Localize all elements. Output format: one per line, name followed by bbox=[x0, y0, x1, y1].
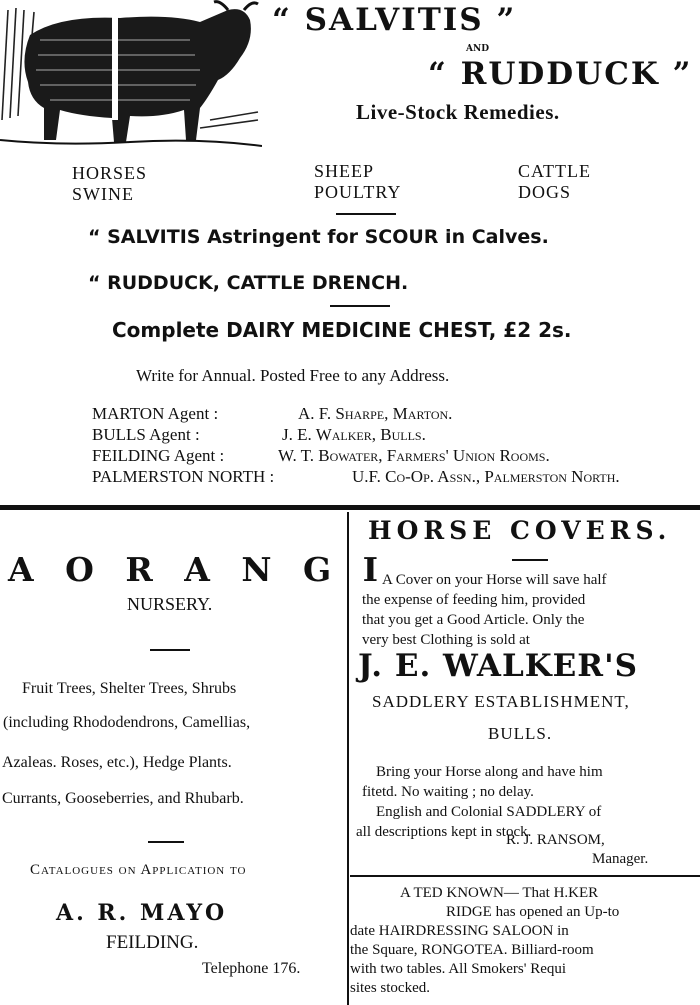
animal-swine: SWINE bbox=[72, 184, 134, 204]
animal-cattle: CATTLE bbox=[518, 161, 591, 181]
body-line: fitetd. No waiting ; no delay. bbox=[362, 784, 534, 800]
divider bbox=[336, 213, 396, 215]
section-divider bbox=[0, 505, 700, 510]
and-connector: AND bbox=[466, 44, 490, 54]
divider bbox=[512, 559, 548, 561]
body-line: very best Clothing is sold at bbox=[362, 632, 530, 648]
agent-name: A. F. Sharpe, Marton. bbox=[298, 404, 453, 423]
agent-name: U.F. Co-Op. Assn., Palmerston North. bbox=[352, 467, 620, 486]
product-salvitis: “ SALVITIS Astringent for SCOUR in Calves. bbox=[88, 226, 549, 248]
divider bbox=[150, 649, 190, 651]
agent-label: FEILDING Agent : bbox=[92, 446, 225, 465]
body-line: RIDGE has opened an Up-to bbox=[446, 904, 620, 920]
body-line: date HAIRDRESSING SALOON in bbox=[350, 923, 569, 939]
nursery-line: Currants, Gooseberries, and Rhubarb. bbox=[2, 790, 244, 807]
product-rudduck: “ RUDDUCK, CATTLE DRENCH. bbox=[88, 272, 409, 294]
manager-role: Manager. bbox=[592, 851, 649, 867]
horse-covers-body bbox=[362, 570, 698, 650]
nursery-telephone: Telephone 176. bbox=[202, 960, 301, 977]
divider bbox=[148, 841, 184, 843]
product-medicine-chest: Complete DAIRY MEDICINE CHEST, £2 2s. bbox=[112, 318, 572, 342]
remedies-subtitle: Live-Stock Remedies. bbox=[356, 100, 560, 124]
section-divider bbox=[350, 875, 700, 877]
horse-covers-title: HORSE COVERS. bbox=[368, 516, 672, 545]
nursery-owner: A. R. MAYO bbox=[56, 900, 228, 926]
horse-covers-body2 bbox=[356, 762, 696, 842]
hairdressing-body bbox=[350, 884, 698, 998]
manager-name: R. J. RANSOM, bbox=[506, 832, 605, 848]
body-line: A Cover on your Horse will save half bbox=[382, 572, 607, 588]
animal-poultry: POULTRY bbox=[314, 182, 402, 202]
write-for-annual: Write for Annual. Posted Free to any Address. bbox=[136, 366, 450, 385]
nursery-line: Azaleas. Roses, etc.), Hedge Plants. bbox=[2, 754, 232, 771]
body-line: that you get a Good Article. Only the bbox=[362, 612, 585, 628]
body-line: with two tables. All Smokers' Requi bbox=[350, 961, 567, 977]
agent-label: PALMERSTON NORTH : bbox=[92, 467, 275, 486]
rudduck-title: “ RUDDUCK ” bbox=[428, 56, 693, 92]
salvitis-title: “ SALVITIS ” bbox=[272, 2, 517, 38]
animal-horses: HORSES bbox=[72, 163, 148, 183]
agent-label: MARTON Agent : bbox=[92, 404, 219, 423]
agent-name: W. T. Bowater, Farmers' Union Rooms. bbox=[278, 446, 550, 465]
animal-sheep: SHEEP bbox=[314, 161, 375, 181]
nursery-town: FEILDING. bbox=[106, 932, 199, 953]
agent-name: J. E. Walker, Bulls. bbox=[282, 425, 426, 444]
body-line: sites stocked. bbox=[350, 980, 430, 996]
body-line: English and Colonial SADDLERY of bbox=[376, 804, 602, 820]
saddlery-town: BULLS. bbox=[488, 724, 553, 743]
body-line: A TED KNOWN— That H.KER bbox=[400, 885, 599, 901]
bull-illustration bbox=[0, 0, 262, 150]
agent-label: BULLS Agent : bbox=[92, 425, 200, 444]
body-line: the Square, RONGOTEA. Billiard-room bbox=[350, 942, 594, 958]
aorangi-title: A O R A N G I bbox=[8, 550, 389, 589]
body-line: the expense of feeding him, provided bbox=[362, 592, 586, 608]
aorangi-subtitle: NURSERY. bbox=[127, 594, 213, 614]
body-line: Bring your Horse along and have him bbox=[376, 764, 603, 780]
catalogue-line: Catalogues on Application to bbox=[30, 862, 247, 878]
saddlery-establishment: SADDLERY ESTABLISHMENT, bbox=[372, 692, 630, 711]
nursery-line: (including Rhododendrons, Camellias, bbox=[3, 714, 251, 731]
body-line: all descriptions kept in stock. bbox=[356, 824, 532, 840]
nursery-line: Fruit Trees, Shelter Trees, Shrubs bbox=[22, 680, 237, 697]
animal-dogs: DOGS bbox=[518, 182, 572, 202]
walker-name: J. E. WALKER'S bbox=[358, 648, 638, 684]
divider bbox=[330, 305, 390, 307]
